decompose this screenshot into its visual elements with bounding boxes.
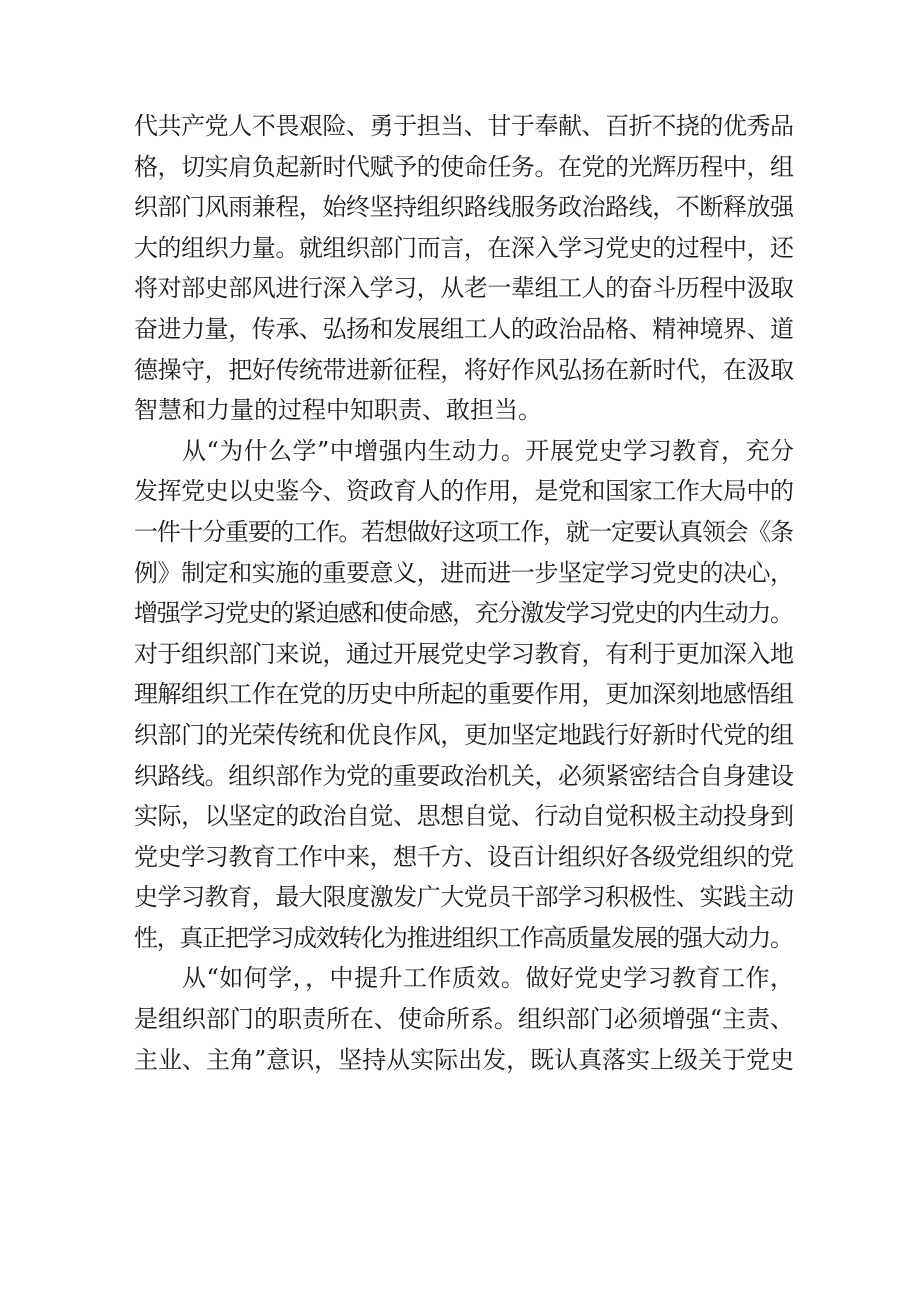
text-line-3: 织部门风雨兼程，始终坚持组织路线服务政治路线，不断释放强 <box>134 193 794 222</box>
text-line-12: 例》制定和实施的重要意义，进而进一步坚定学习党史的决心， <box>134 558 794 587</box>
text-line-5: 将对部史部风进行深入学习，从老一辈组工人的奋斗历程中汲取 <box>134 274 794 303</box>
text-line-6: 奋进力量，传承、弘扬和发展组工人的政治品格、精神境界、道 <box>134 314 794 343</box>
paragraph-start-line: 从“为什么学”中增强内生动力。开展党史学习教育，充分 <box>182 436 795 465</box>
body-text <box>134 106 794 1080</box>
text-line-15: 理解组织工作在党的历史中所起的重要作用，更加深刻地感悟组 <box>134 680 794 709</box>
text-line-24: 主业、主角”意识，坚持从实际出发，既认真落实上级关于党史 <box>134 1045 794 1074</box>
text-line-4: 大的组织力量。就组织部门而言，在深入学习党史的过程中，还 <box>134 233 794 262</box>
text-line-8: 智慧和力量的过程中知职责、敢担当。 <box>134 396 542 425</box>
text-line-16: 织部门的光荣传统和优良作风，更加坚定地践行好新时代党的组 <box>134 720 794 749</box>
text-line-7: 德操守，把好传统带进新征程，将好作风弘扬在新时代，在汲取 <box>134 355 794 384</box>
text-line-2: 格，切实肩负起新时代赋予的使命任务。在党的光辉历程中，组 <box>134 152 794 181</box>
text-line-21: 性，真正把学习成效转化为推进组织工作高质量发展的强大动力。 <box>134 923 793 952</box>
text-line-11: 一件十分重要的工作。若想做好这项工作，就一定要认真领会《条 <box>134 517 793 546</box>
text-line-1: 代共产党人不畏艰险、勇于担当、甘于奉献、百折不挠的优秀品 <box>134 112 794 140</box>
text-line-10: 发挥党史以史鉴今、资政育人的作用，是党和国家工作大局中的 <box>134 477 794 506</box>
text-line-18: 实际，以坚定的政治自觉、思想自觉、行动自觉积极主动投身到 <box>134 802 794 831</box>
text-line-13: 增强学习党史的紧迫感和使命感，充分激发学习党史的内生动力。 <box>134 599 793 628</box>
text-line-17: 织路线。组织部作为党的重要政治机关，必须紧密结合自身建设 <box>134 761 794 790</box>
paragraph-start-line: 从“如何学，，中提升工作质效。做好党史学习教育工作， <box>182 964 795 993</box>
text-line-20: 史学习教育，最大限度激发广大党员干部学习积极性、实践主动 <box>134 883 794 912</box>
text-line-14: 对于组织部门来说，通过开展党史学习教育，有利于更加深入地 <box>134 639 794 668</box>
text-line-19: 党史学习教育工作中来，想千方、设百计组织好各级党组织的党 <box>134 842 794 871</box>
text-line-23: 是组织部门的职责所在、使命所系。组织部门必须增强“主责、 <box>134 1005 794 1034</box>
